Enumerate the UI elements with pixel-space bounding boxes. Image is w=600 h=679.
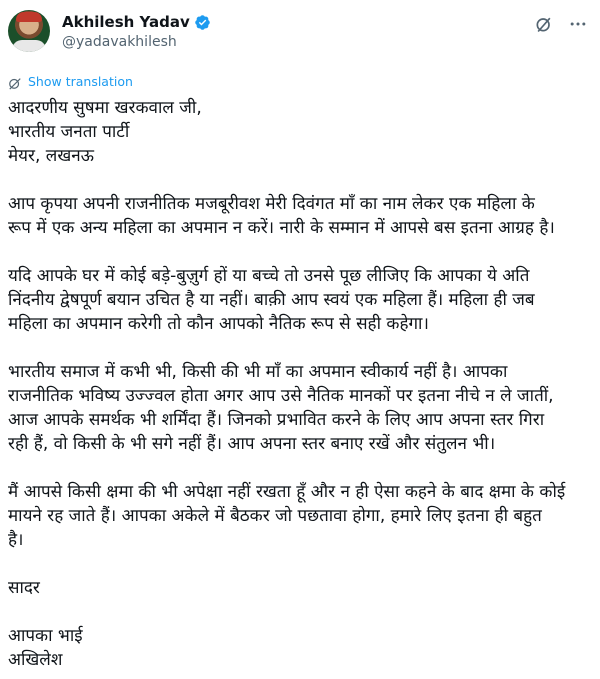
- tweet-actions: [534, 14, 588, 34]
- text-line: भारतीय समाज में कभी भी, किसी की भी माँ का अपमान स्वीकार्य नहीं है। आपका: [8, 362, 508, 382]
- author-name[interactable]: Akhilesh Yadav: [62, 13, 190, 31]
- paragraph-gap: [8, 336, 592, 360]
- text-line: राजनीतिक भविष्य उज्ज्वल होता अगर आप उसे नैतिक मानकों पर इतना नीचे न ले जातीं,: [8, 386, 554, 406]
- paragraph-gap: [8, 240, 592, 264]
- more-options-icon[interactable]: [568, 14, 588, 34]
- text-line: सादर: [8, 578, 40, 598]
- paragraph: [8, 624, 592, 672]
- tweet-header: [8, 10, 588, 60]
- translate-icon: [8, 75, 22, 89]
- text-line: भारतीय जनता पार्टी: [8, 122, 130, 142]
- text-line: आदरणीय सुषमा खरकवाल जी,: [8, 98, 202, 118]
- text-line: मेयर, लखनऊ: [8, 146, 94, 166]
- author-block: [62, 12, 211, 52]
- tweet-text: [8, 96, 592, 672]
- text-line: रूप में एक अन्य महिला का अपमान न करें। नारी के सम्मान में आपसे बस इतना आग्रह है।: [8, 218, 555, 238]
- verified-badge-icon: [194, 14, 211, 31]
- paragraph-gap: [8, 552, 592, 576]
- text-line: अखिलेश: [8, 650, 63, 670]
- paragraph: [8, 192, 592, 240]
- paragraph: [8, 360, 592, 456]
- name-row: [62, 12, 211, 32]
- text-line: यदि आपके घर में कोई बड़े-बुज़ुर्ग हों या बच्चे तो उनसे पूछ लीजिए कि आपका ये अति: [8, 266, 530, 286]
- text-line: मैं आपसे किसी क्षमा की भी अपेक्षा नहीं रखता हूँ और न ही ऐसा कहने के बाद क्षमा के कोई: [8, 482, 566, 502]
- text-line: मायने रह जाते हैं। आपका अकेले में बैठकर जो पछतावा होगा, हमारे लिए इतना ही बहुत: [8, 506, 542, 526]
- show-translation-label[interactable]: Show translation: [28, 74, 133, 89]
- avatar-cap: [16, 12, 42, 22]
- paragraph: [8, 264, 592, 336]
- paragraph-gap: [8, 456, 592, 480]
- paragraph-gap: [8, 600, 592, 624]
- text-line: रही हैं, वो किसी के भी सगे नहीं हैं। आप अपना स्तर बनाए रखें और संतुलन भी।: [8, 434, 496, 454]
- text-line: निंदनीय द्वेषपूर्ण बयान उचित है या नहीं। बाक़ी आप स्वयं एक महिला हैं। महिला ही जब: [8, 290, 535, 310]
- paragraph: [8, 480, 592, 552]
- avatar[interactable]: [8, 10, 50, 52]
- text-line: आप कृपया अपनी राजनीतिक मजबूरीवश मेरी दिवंगत माँ का नाम लेकर एक महिला के: [8, 194, 535, 214]
- text-line: है।: [8, 530, 24, 550]
- grok-icon[interactable]: [534, 14, 554, 34]
- text-line: महिला का अपमान करेगी तो कौन आपको नैतिक रूप से सही कहेगा।: [8, 314, 429, 334]
- text-line: आज आपके समर्थक भी शर्मिंदा हैं। जिनको प्रभावित करने के लिए आप अपना स्तर गिरा: [8, 410, 545, 430]
- paragraph-gap: [8, 168, 592, 192]
- paragraph: [8, 576, 592, 600]
- paragraph: [8, 96, 592, 168]
- show-translation-link[interactable]: [8, 74, 133, 89]
- avatar-shirt: [12, 40, 46, 52]
- author-handle[interactable]: @yadavakhilesh: [62, 34, 177, 50]
- text-line: आपका भाई: [8, 626, 83, 646]
